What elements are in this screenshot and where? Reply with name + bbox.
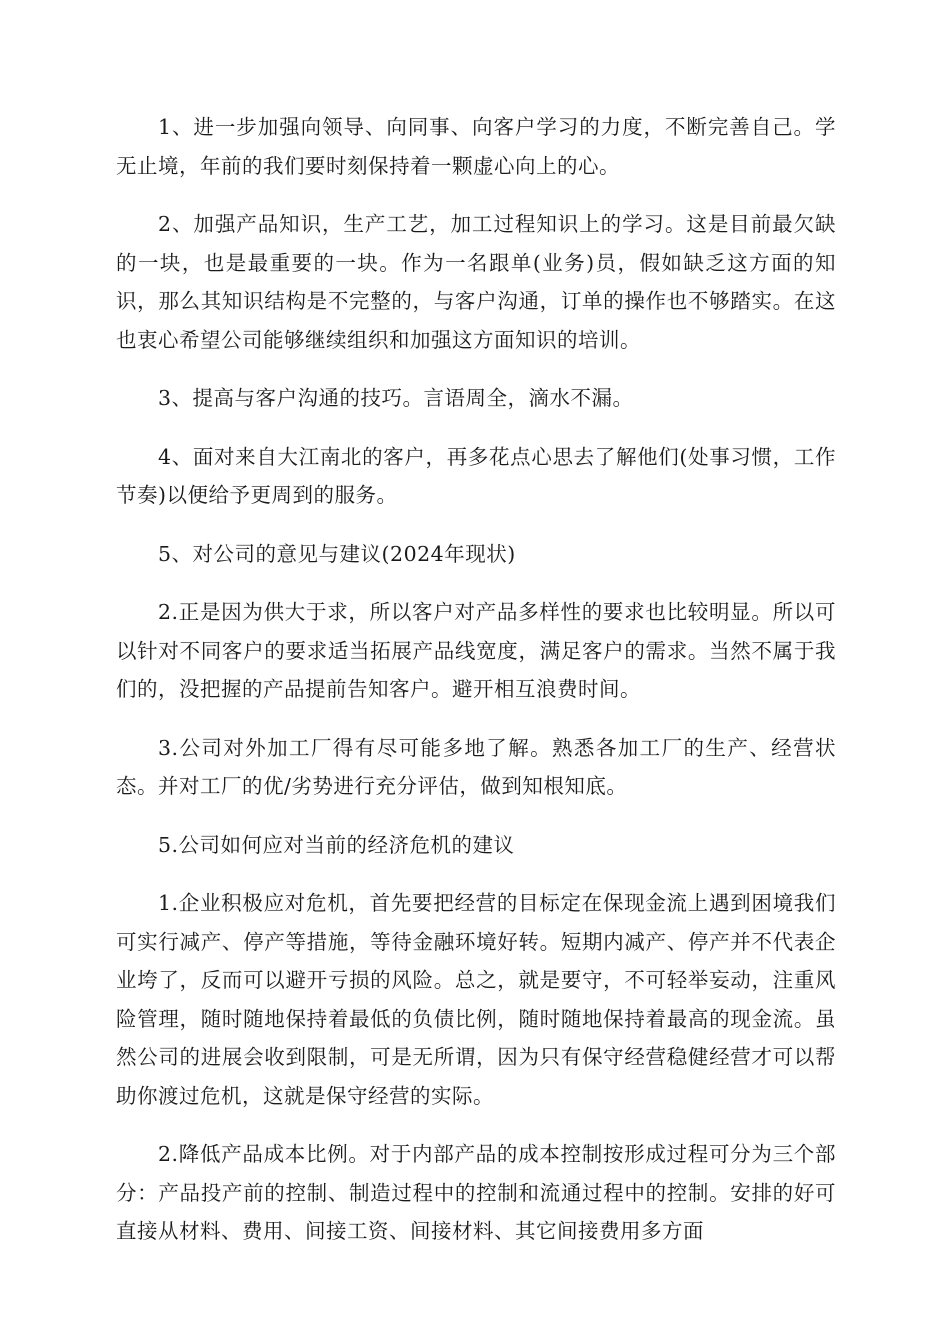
paragraph-9: 1.企业积极应对危机，首先要把经营的目标定在保现金流上遇到困境我们可实行减产、停产等措施，等待金融环境好转。短期内减产、停产并不代表企业垮了，反而可以避开亏损的风险。总之，就是要守，不可轻举妄动，注重风险管理，随时随地保持着最低的负债比例，随时随地保持着最高的现金流。虽然公司的进展会收到限制，可是无所谓，因为只有保守经营稳健经营才可以帮助你渡过危机，这就是保守经营的实际。 [116, 891, 836, 1108]
paragraph-10: 2.降低产品成本比例。对于内部产品的成本控制按形成过程可分为三个部分：产品投产前的控制、制造过程中的控制和流通过程中的控制。安排的好可直接从材料、费用、间接工资、间接材料、其它间接费用多方面 [116, 1142, 836, 1243]
paragraph-1: 1、进一步加强向领导、向同事、向客户学习的力度，不断完善自己。学无止境，年前的我们要时刻保持着一颗虚心向上的心。 [116, 115, 836, 178]
paragraph-2: 2、加强产品知识，生产工艺，加工过程知识上的学习。这是目前最欠缺的一块，也是最重要的一块。作为一名跟单(业务)员，假如缺乏这方面的知识，那么其知识结构是不完整的，与客户沟通，订单的操作也不够踏实。在这也衷心希望公司能够继续组织和加强这方面知识的培训。 [116, 212, 836, 352]
paragraph-7: 3.公司对外加工厂得有尽可能多地了解。熟悉各加工厂的生产、经营状态。并对工厂的优/劣势进行充分评估，做到知根知底。 [116, 735, 836, 798]
paragraph-3: 3、提高与客户沟通的技巧。言语周全，滴水不漏。 [158, 386, 634, 410]
section-heading-crisis: 5.公司如何应对当前的经济危机的建议 [158, 832, 515, 857]
section-heading-suggestions: 5、对公司的意见与建议(2024年现状) [158, 541, 516, 566]
paragraph-4: 4、面对来自大江南北的客户，再多花点心思去了解他们(处事习惯，工作节奏)以便给予更周到的服务。 [116, 444, 836, 507]
paragraph-6: 2.正是因为供大于求，所以客户对产品多样性的要求也比较明显。所以可以针对不同客户的要求适当拓展产品线宽度，满足客户的需求。当然不属于我们的，没把握的产品提前告知客户。避开相互浪费时间。 [116, 600, 836, 701]
document-page [116, 108, 836, 1271]
